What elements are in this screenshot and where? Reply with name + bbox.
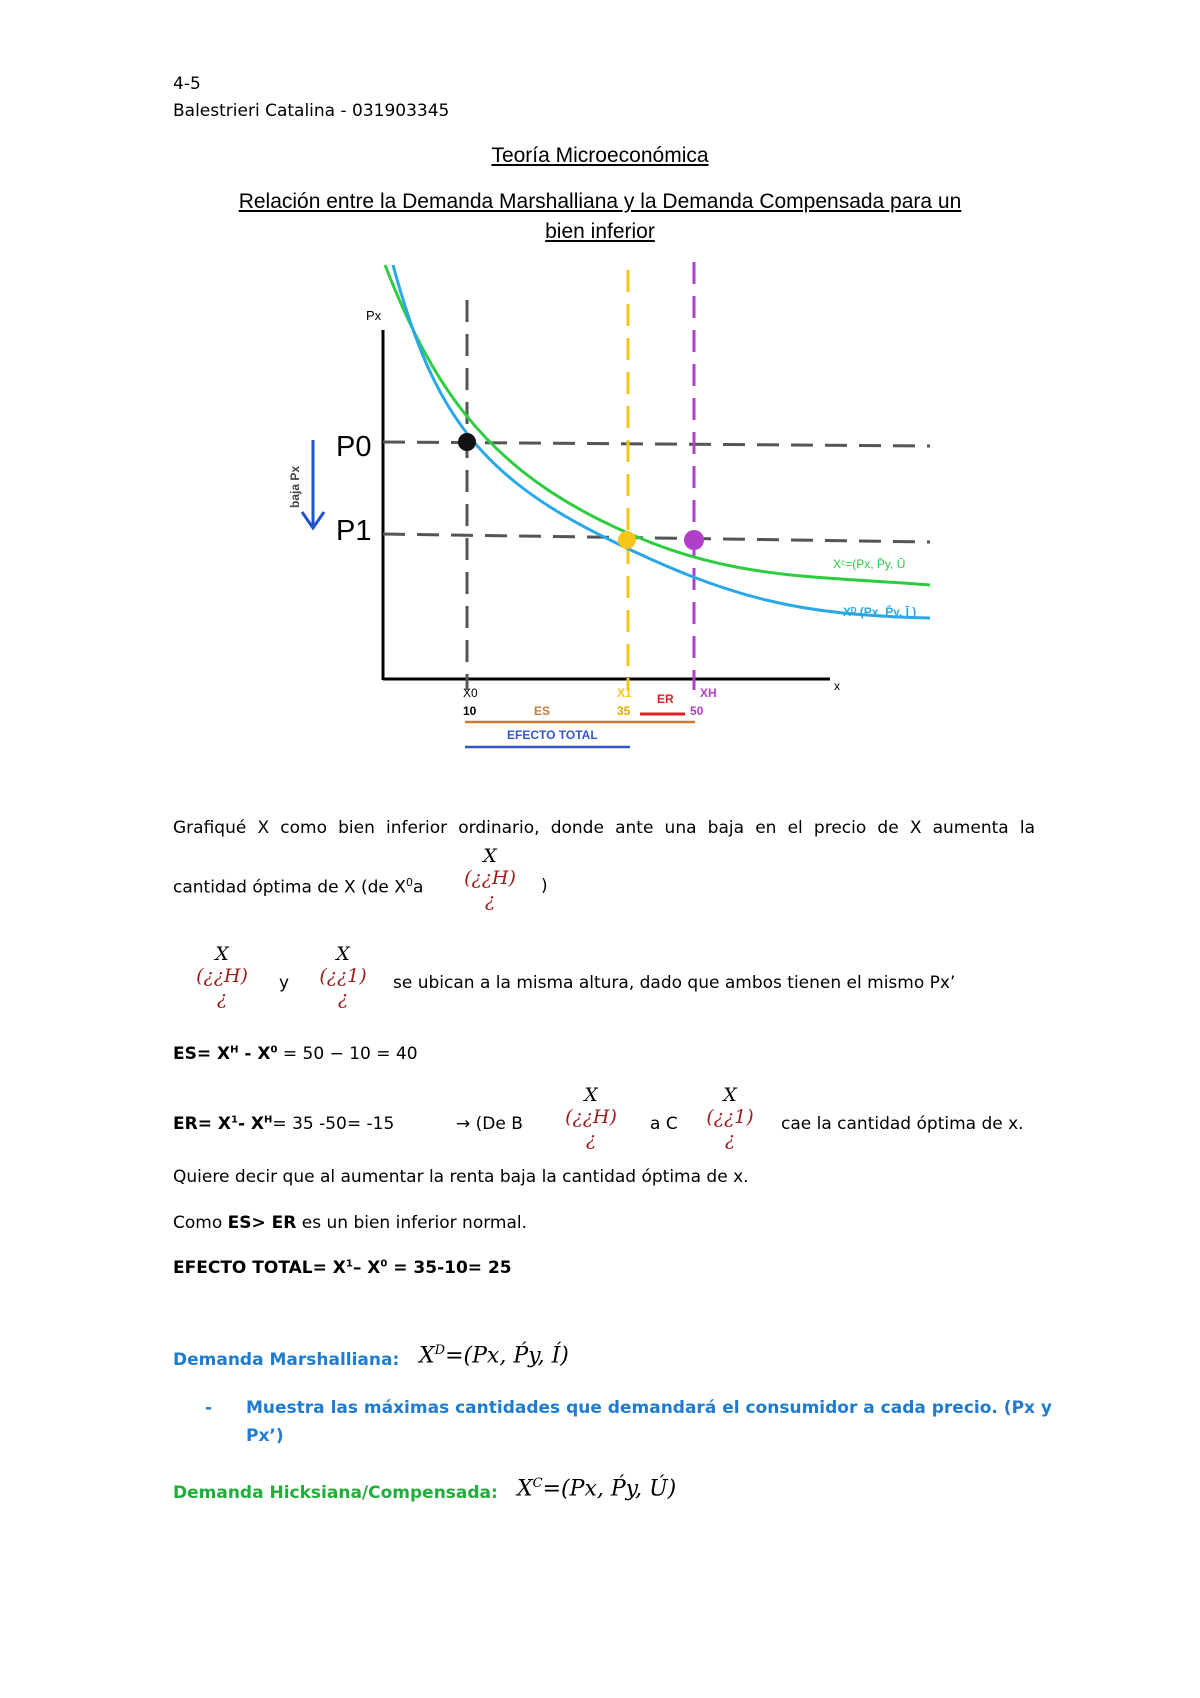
- author-line: Balestrieri Catalina - 031903345: [173, 101, 450, 121]
- curve-c-label: Xᶜ=(Px, P̄y, Ū: [833, 557, 906, 571]
- paragraph-3-y: y: [279, 973, 290, 993]
- er-label: ER: [657, 692, 674, 706]
- page-subtitle-line1: Relación entre la Demanda Marshalliana y la Demanda Compensada para un: [238, 190, 962, 213]
- paragraph-3-text: se ubican a la misma altura, dado que ambos tienen el mismo Px’: [393, 973, 956, 993]
- xh-label: XH: [700, 686, 717, 700]
- hicksian-formula: $X^C=(Px$, Ṕy, Ú): [517, 1476, 677, 1502]
- page-title: Teoría Microeconómica: [491, 144, 709, 167]
- point-a: [458, 433, 476, 451]
- bullet-dash: -: [205, 1398, 213, 1418]
- paragraph-5: Como ES> ER es un bien inferior normal.: [173, 1213, 528, 1233]
- page-number: 4-5: [173, 74, 201, 94]
- paragraph-4: Quiere decir que al aumentar la renta baja la cantidad óptima de x.: [173, 1167, 749, 1187]
- marshallian-formula: $X^D=(Px$, Ṕy, Í): [419, 1343, 569, 1369]
- paragraph-2: cantidad óptima de X (de $X^0a$: [173, 876, 424, 898]
- fraction-xh-2: X (¿¿H) ¿: [196, 943, 248, 1009]
- er-equation: $ER= X^1-$ $X^H= 35$ -50= -15: [173, 1114, 395, 1134]
- paragraph-1: Grafiqué X como bien inferior ordinario, donde ante una baja en el precio de X aumenta la: [173, 818, 1035, 838]
- baja-px-label: baja Px: [288, 465, 302, 508]
- x0-label: X0: [463, 686, 478, 700]
- x0-value: 10: [463, 704, 477, 718]
- demand-graph: [0, 0, 1200, 780]
- x-axis-label: x: [834, 679, 840, 693]
- p1-label: P1: [336, 515, 372, 547]
- es-label: ES: [534, 704, 551, 718]
- fraction-xh-3: X (¿¿H) ¿: [565, 1084, 617, 1150]
- x1-value: 35: [617, 704, 631, 718]
- hicksian-label: Demanda Hicksiana/Compensada:: [173, 1483, 498, 1503]
- er-tail-text: cae la cantidad óptima de x.: [781, 1114, 1024, 1134]
- total-effect-equation: EFECTO TOTAL= $X^1-$ $X^0 = 35-10= 25$: [173, 1258, 512, 1278]
- xh-value: 50: [690, 704, 704, 718]
- er-arrow-text: → (De B: [456, 1114, 523, 1134]
- marshallian-label: Demanda Marshalliana:: [173, 1350, 400, 1370]
- point-b: [684, 530, 704, 550]
- bullet-line2: Px’): [246, 1426, 284, 1446]
- fraction-x1-1: X (¿¿1) ¿: [319, 943, 367, 1009]
- curve-d-label: Xᴰ (Px, P̄y, Ī ): [843, 605, 917, 619]
- paragraph-2-close: ): [541, 876, 548, 896]
- p0-label: P0: [336, 431, 372, 463]
- page-subtitle-line2: bien inferior: [545, 220, 655, 243]
- y-axis-label: Px: [366, 308, 382, 323]
- point-c: [618, 531, 636, 549]
- fraction-x1-2: X (¿¿1) ¿: [706, 1084, 754, 1150]
- es-equation: $ES= X^H - X^0 = 50 - 10 = 40$: [173, 1044, 418, 1064]
- total-label: EFECTO TOTAL: [507, 728, 598, 742]
- er-ac-text: a C: [650, 1114, 678, 1134]
- bullet-line1: Muestra las máximas cantidades que demandará el consumidor a cada precio. (Px y: [246, 1398, 1052, 1418]
- x1-label: X1: [617, 686, 632, 700]
- fraction-xh-1: X (¿¿H) ¿: [464, 845, 516, 911]
- p1-dashed-line: [383, 534, 930, 542]
